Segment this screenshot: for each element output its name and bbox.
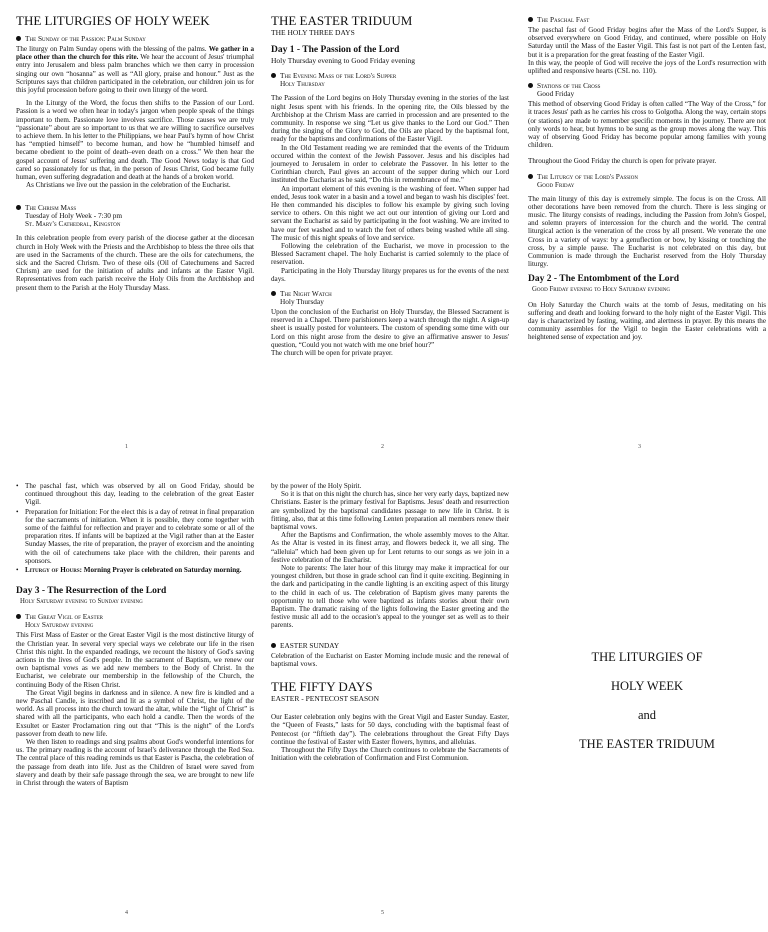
bullet-icon <box>528 174 533 179</box>
section-heading: EASTER SUNDAY <box>271 642 509 650</box>
section-heading: The Great Vigil of Easter Holy Saturday evening <box>16 613 254 629</box>
bullet-icon <box>16 205 21 210</box>
day-title: Day 2 - The Entombment of the Lord <box>528 274 680 285</box>
paragraph: In this celebration people from every parish of the diocese gather at the diocesan church in Holy Week with the Priests and the Archbishop to bless the three oils that are used in the Sacraments of the church. These are the oils for catechumens, the sick and the Sacred Chrism. Two of these oils (Oil of Catechumens and Sacred Chrism) are used for the initiation of adults and infants at the Easter Vigil. Representatives from each parish receive the Holy Oils from the Archbishop and present them to the Parish at the Holy Thursday Mass. <box>16 234 254 292</box>
section-heading: The Paschal Fast <box>528 16 766 24</box>
paragraph: So it is that on this night the church has, since her very early days, baptized new Christians. Easter is the primary festival for Baptisms. Jesus' death and resurrection are symbolized by the baptismal candidates passage to new life in Christ. It is fitting, also, that at this time following Lenten preparation all members renew their baptismal vows. <box>271 490 509 532</box>
page-number: 1 <box>125 444 128 450</box>
list-item: • The paschal fast, which was observed by all on Good Friday, should be continued throughout this day, leading to the celebration of the great Easter Vigil. <box>16 482 254 507</box>
section-heading: The Sunday of the Passion: Palm Sunday <box>16 35 254 43</box>
paragraph: Participating in the Holy Thursday liturgy prepares us for the events of the next days. <box>271 266 509 283</box>
paragraph: The church will be open for private prayer. <box>271 349 393 358</box>
page-title: THE LITURGIES OF HOLY WEEK <box>16 13 210 28</box>
paragraph: The main liturgy of this day is extremely simple. The focus is on the Cross. All other decorations have been removed from the church. There is less singing or music. The liturgy consists of readings, including the Passion from John's Gospel, and solemn prayers of intercession for the church and the world. The central liturgical action is the veneration of the cross by all present. We venerate the one Cross in a variety of ways: by a genuflection or bow, by kissing or touching the cross, by a simple pause. The Eucharist is not celebrated on this day, but Communion is made through the Eucharist reserved from the Holy Thursday liturgy. <box>528 194 766 269</box>
paragraph: Upon the conclusion of the Eucharist on Holy Thursday, the Blessed Sacrament is reserved in a Chapel. There parishioners keep a watch through the night. A sign-up sheet is usually posted for volunteers. The custom of spending some time with our Lord on this night arose from the desire to give an affirmative answer to Jesus' question, “Could you not watch with me one brief hour?” <box>271 308 509 349</box>
paragraph: In the Liturgy of the Word, the focus then shifts to the Passion of our Lord. Passion is a word we often hear in today's jargon when people speak of the things important to them. Passionate love involves sacrifice. Those causes we are truly “passionate” about are so important to us that we are willing to sacrifice ourselves to achieve them. In his letter to the Philippians, we hear Paul's hymn of how Christ has “emptied himself” to become human, and how he “humbled himself and became obedient to the point of death–even death on a cross.” We then hear the gospel account of Jesus' suffering and death. The Good News today is that God cared so passionately for us that, in the person of Jesus Christ, God became fully human, even suffering degradation and death at the hands of a broken world. <box>16 99 254 182</box>
bullet-list <box>16 482 254 574</box>
page-4 <box>16 482 254 787</box>
day-title: Day 3 - The Resurrection of the Lord <box>16 586 167 597</box>
paragraph: Note to parents: The later hour of this liturgy may make it impractical for our youngest children, but those in grade school can find it quite exciting. Beginning in the dark and participating in the candle lighting is an exciting aspect of this liturgy to the child in each of us. The celebration of Baptism gives many parents the opportunity to tell those who were baptized as infants stories about their own Baptism. The dramatic raising of the lights following the Easter greeting and the festive music all add to the occasion's appeal to the younger set as well as to their parents. <box>271 564 509 630</box>
day-subtitle: Good Friday evening to Holy Saturday evening <box>532 286 670 294</box>
paragraph: This First Mass of Easter or the Great Easter Vigil is the most distinctive liturgy of the Christian year. In several very special ways we celebrate our life in the risen Christ this night. In the expanded readings, we recount the history of God's saving actions in the lives of God's people. In the sacrament of Baptism, we renew our own baptismal vows as we add new members to the Body of Christ. In the Eucharist, we celebrate our membership in the fellowship of the Church, the continuing Body of the Risen Christ. <box>16 631 254 689</box>
bullet-icon <box>16 614 21 619</box>
section-heading: The Night Watch Holy Thursday <box>271 290 509 306</box>
paragraph: The Passion of the Lord begins on Holy Thursday evening in the stories of the last night Jesus spent with his friends. In the opening rite, the Oils blessed by the Archbishop at the Chrism Mass are carried in procession and are presented to the community. In response we sing “Let us give thanks to the Lord our God.” Then during the singing of the Glory to God, the Oils are placed by the baptismal font, ready for the baptisms and confirmations of the Easter Vigil. <box>271 94 509 144</box>
paragraph: Throughout the Good Friday the church is open for private prayer. <box>528 157 717 166</box>
paragraph: Throughout the Fifty Days the Church continues to celebrate the Sacraments of Initiation with the celebration of Confirmation and First Communion. <box>271 746 509 763</box>
paragraph: As Christians we live out the passion in the celebration of the Eucharist. <box>26 181 231 190</box>
bullet-icon <box>528 83 533 88</box>
paragraph: The liturgy on Palm Sunday opens with the blessing of the palms. We gather in a place other than the church for this rite. We hear the account of Jesus' triumphal entry into Jerusalem and bless palm branches which we then carry in procession singing our own “hosanna” as well as “All glory, praise and honour.” Just as the Scriptures says that children participated in the celebration, our children join us for this joyful procession before going to their own liturgy of the word. <box>16 45 254 95</box>
bullet-icon <box>271 643 276 648</box>
section-subtitle: EASTER - PENTECOST SEASON <box>271 694 379 704</box>
section-title: THE FIFTY DAYS <box>271 679 373 695</box>
paragraph: Celebration of the Eucharist on Easter Morning include music and the renewal of baptismal vows. <box>271 651 509 668</box>
paragraph: The paschal fast of Good Friday begins after the Mass of the Lord's Supper, is observed everywhere on Good Friday, and continued, where possible on Holy Saturday until the Mass of the Easter Vigil. This fast is not part of the Lenten fast, but it is a preparation for the great feasting of the Easter Vigil. <box>528 26 766 59</box>
paragraph: In the Old Testament reading we are reminded that the events of the Triduum occured within the context of the Jewish Passover. Jesus and his disciples had journeyed to Jerusalem in order to celebrate the Passover. In his letter to the Corinthian church, Paul gives an account of the supper during which our Lord instituted the Eucharist as he said, “Do this in remembrance of me.” <box>271 143 509 185</box>
page-3 <box>528 16 766 347</box>
paragraph: An important element of this evening is the washing of feet. When supper had ended, Jesus took water in a basin and a towel and began to wash his disciples' feet. He then commanded his disciples to follow his example by giving such loving service to others. On this night we act out our intention of giving our Lord and servant the Eucharist as said by participating in the foot washing. We are invited to have our feet washed and to watch the feet of others being washed while all sing. The music of this night speaks of love and service. <box>271 184 509 242</box>
page-title: THE EASTER TRIDUUM <box>271 13 413 28</box>
list-item: • Liturgy of Hours: Morning Prayer is celebrated on Saturday morning. <box>16 566 254 574</box>
cover-line: and <box>637 708 657 722</box>
page-2 <box>271 14 509 362</box>
section-heading: Stations of the Cross Good Friday <box>528 82 766 98</box>
list-item: • Preparation for Initiation: For the elect this is a day of retreat in final preparation for the sacraments of initiation. When it is possible, they come together with some of the faithful for reflection and prayer and to celebrate some or all of the preparation rites. If infants will be baptized at the Vigil rather than at the Easter Sunday Masses, the rite of preparation, the prayer of exorcism and the anointing with the oil of catechumens take place with the children, their parents and sponsors. <box>16 508 254 565</box>
bullet-icon <box>528 17 533 22</box>
paragraph: On Holy Saturday the Church waits at the tomb of Jesus, meditating on his suffering and death and looking forward to the holy night of the Easter Vigil. This day is characterized by fasting, waiting, and alertness in prayer. By this means the community assembles for the Vigil to begin the Easter celebrations with a heightened sense of expectation and joy. <box>528 300 766 342</box>
bullet-icon <box>271 291 276 296</box>
paragraph: We then listen to readings and sing psalms about God's wonderful intentions for us. The primary reading is the account of Israel's deliverance through the Red Sea. The central place of this reading reminds us that Easter is Pascha, the celebration of the passage from death into life. Just as the Children of Israel were saved from slavery and death by their safe passage through the sea, we are brought to new life in Christ through the waters of Baptism <box>16 738 254 788</box>
section-heading: The Liturgy of the Lord's Passion Good Friday <box>528 173 766 189</box>
page-5 <box>271 482 509 762</box>
paragraph: This method of observing Good Friday is often called “The Way of the Cross,” for it traces Jesus' path as he carries his cross to Golgotha. Along the way, certain stops (or stations) are made to remember specific moments in the journey. There are not only words to hear, but hymns to be sung as the group moves along the way. This way of observing Good Friday has become popular among families with young children. <box>528 100 766 150</box>
paragraph: by the power of the Holy Spirit. <box>271 482 362 490</box>
page-number: 5 <box>381 910 384 916</box>
cover-line: THE LITURGIES OF <box>591 650 703 664</box>
cover-line: THE EASTER TRIDUUM <box>579 737 715 751</box>
section-heading: The Evening Mass of the Lord's Supper Holy Thursday <box>271 72 509 88</box>
cover-line: HOLY WEEK <box>611 679 683 693</box>
page-subtitle: THE HOLY THREE DAYS <box>271 28 355 37</box>
paragraph: Our Easter celebration only begins with the Great Vigil and Easter Sunday. Easter, the “Queen of Feasts,” lasts for 50 days, concluding with the baptismal feast of Pentecost (or “fiftieth day”). The celebrations throughout the Great Fifty Days continue the festival of Easter with Easter flowers, hymns, and alleluias. <box>271 713 509 746</box>
page-number: 3 <box>638 444 641 450</box>
section-heading: The Chrism Mass Tuesday of Holy Week - 7:30 pm St. Mary's Cathedral, Kingston <box>16 204 254 228</box>
day-subtitle: Holy Thursday evening to Good Friday evening <box>271 56 416 66</box>
day-title: Day 1 - The Passion of the Lord <box>271 45 400 56</box>
paragraph: In this way, the people of God will receive the joys of the Lord's resurrection with uplifted and responsive hearts (CSL no. 110). <box>528 58 766 76</box>
page-1 <box>16 14 254 297</box>
page-number: 2 <box>381 444 384 450</box>
paragraph: After the Baptisms and Confirmation, the whole assembly moves to the Altar. As the Altar is vested in its finest array, and flowers bedeck it, we all sing. The “alleluia” which had been given up for Lent returns to our songs as we join in a festive celebration of the Eucharist. <box>271 531 509 564</box>
bullet-icon <box>271 73 276 78</box>
cover-title <box>528 650 766 766</box>
paragraph: The Great Vigil begins in darkness and in silence. A new fire is kindled and a new Paschal Candle, is inscribed and lit as a symbol of Christ, the light of the world. As all process into the church toward the altar, while the “light of Christ” is shared with all the participants, who each hold a candle. Then the words of the Exsultet or Easter Proclamation ring out that “This is the night” of the Lord's passover from death to new life. <box>16 688 254 738</box>
page-number: 4 <box>125 910 128 916</box>
bullet-icon <box>16 36 21 41</box>
day-subtitle: Holy Saturday evening to Sunday evening <box>20 598 143 606</box>
paragraph: Following the celebration of the Eucharist, we move in procession to the Blessed Sacrament chapel. The holy Eucharist is carried solemnly to the place of reservation. <box>271 242 509 267</box>
